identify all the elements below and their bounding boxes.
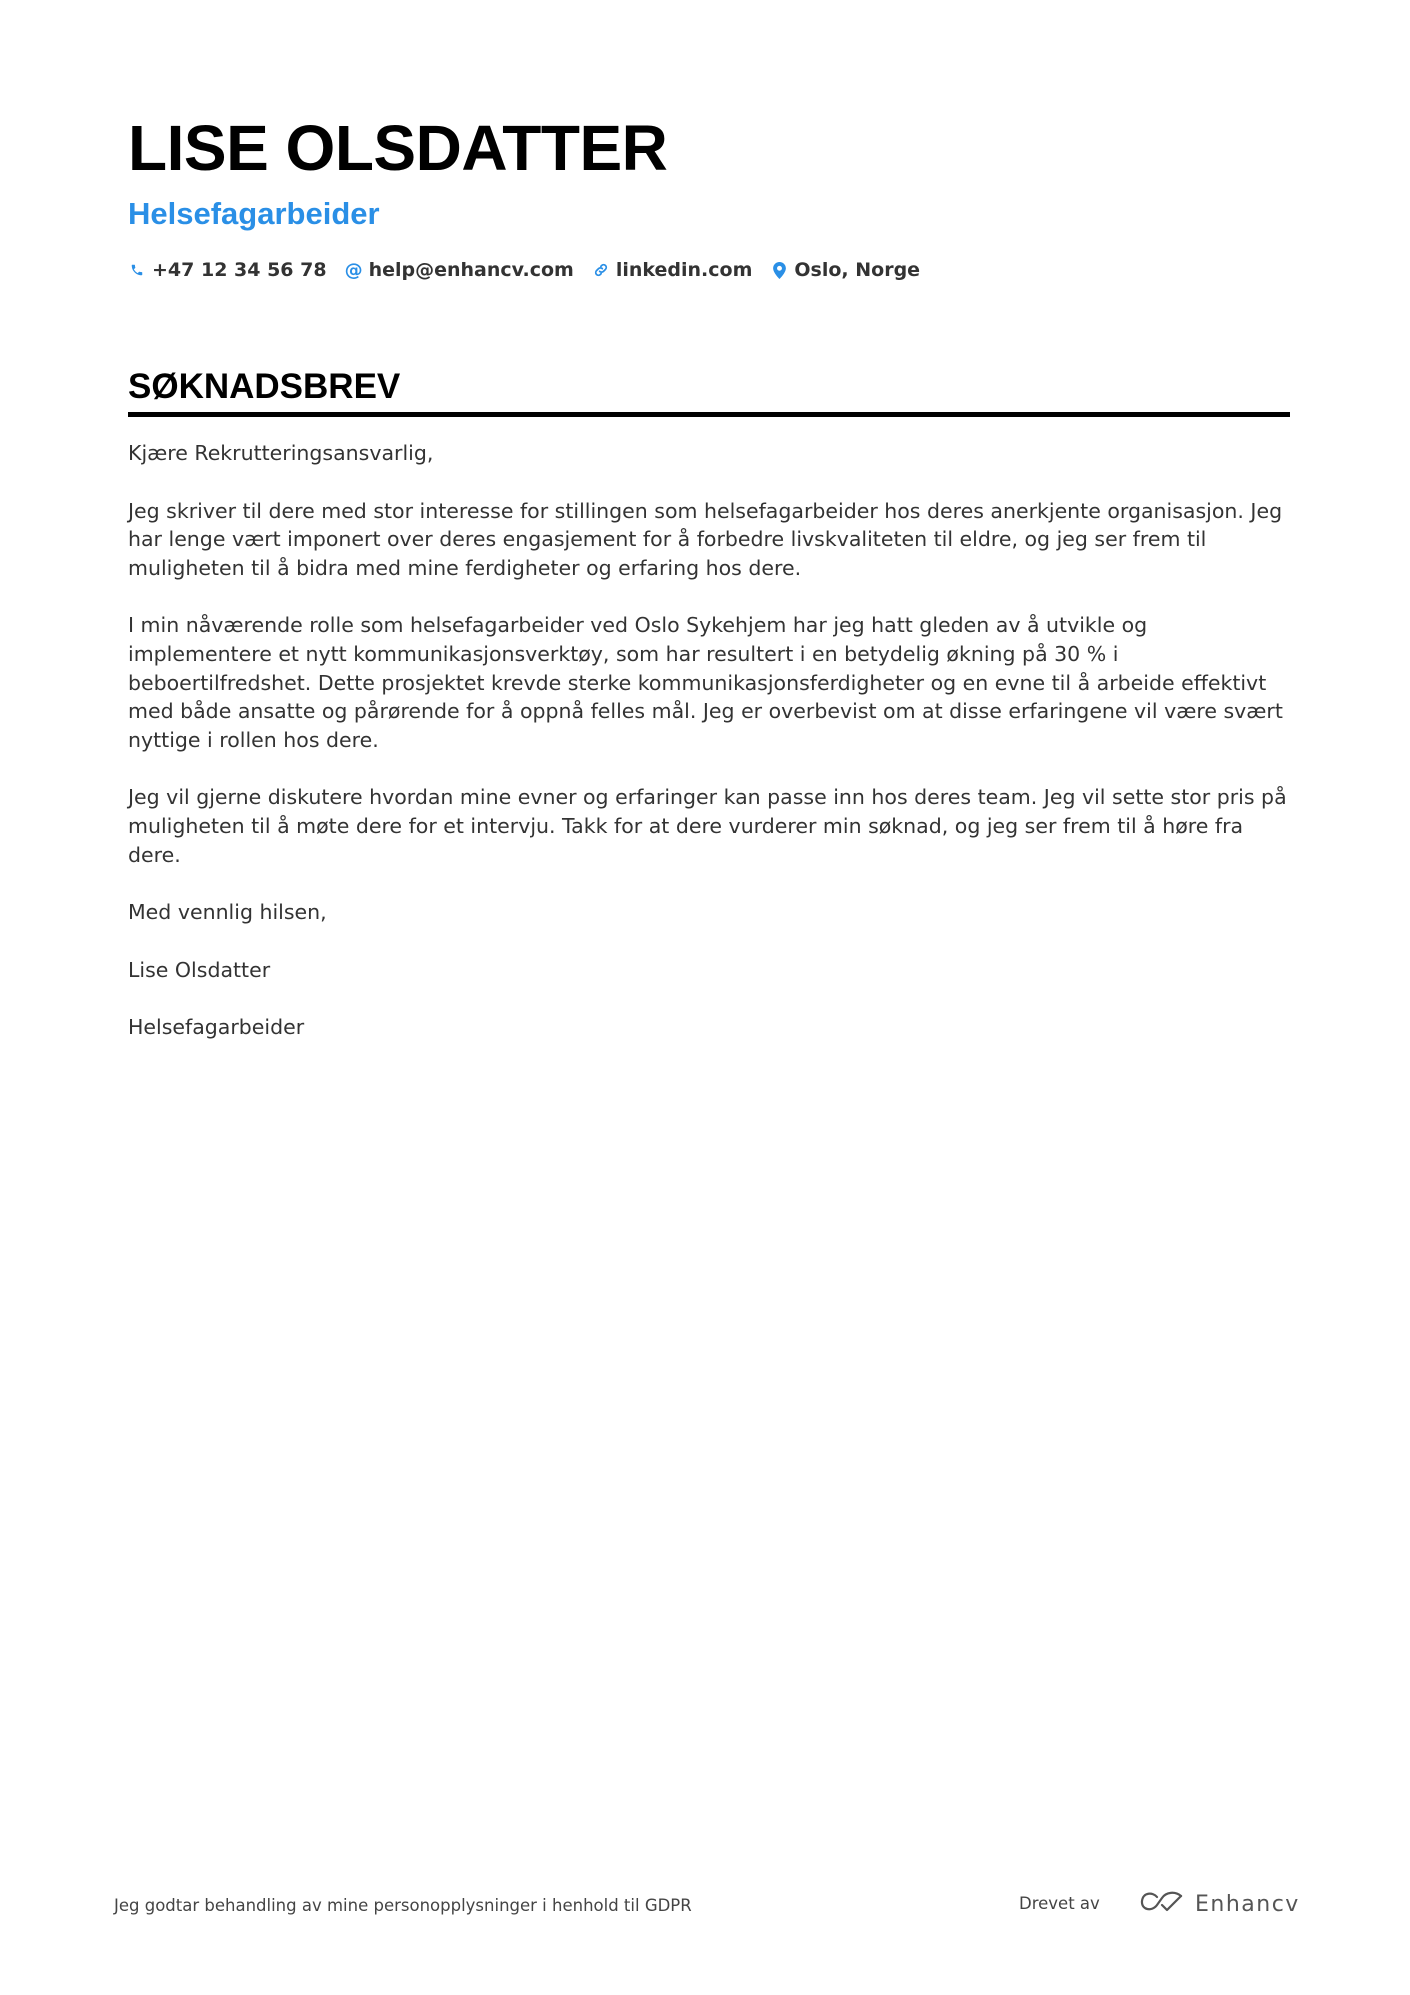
contact-linkedin-text[interactable]: linkedin.com <box>615 259 753 281</box>
contact-email-text[interactable]: help@enhancv.com <box>368 259 574 281</box>
contact-location <box>770 259 920 281</box>
letter-greeting: Kjære Rekrutteringsansvarlig, <box>128 441 434 465</box>
signature-title: Helsefagarbeider <box>128 1015 305 1040</box>
enhancv-brand[interactable] <box>1139 1888 1300 1920</box>
cover-letter-section <box>128 364 1290 1071</box>
location-pin-icon <box>770 259 788 281</box>
enhancv-wordmark: Enhancv <box>1195 1891 1300 1917</box>
contact-email[interactable] <box>345 259 574 281</box>
letter-closing: Med vennlig hilsen, <box>128 900 327 925</box>
letter-paragraph-3: Jeg vil gjerne diskutere hvordan mine evner og erfaringer kan passe inn hos deres team. Jeg vil sette stor pris på muligheten til å møte dere for et intervju. Takk for at dere vurderer min søknad, og jeg ser frem til å høre fra dere. <box>128 785 1287 867</box>
signature-name: Lise Olsdatter <box>128 957 271 982</box>
header <box>128 108 1288 286</box>
footer <box>114 1888 1300 1924</box>
contact-linkedin[interactable] <box>592 259 753 281</box>
gdpr-consent-text: Jeg godtar behandling av mine personopplysninger i henhold til GDPR <box>114 1896 692 1915</box>
applicant-name: LISE OLSDATTER <box>128 112 668 184</box>
phone-icon <box>128 259 146 281</box>
letter-body <box>128 439 1290 1042</box>
letter-paragraph-2: I min nåværende rolle som helsefagarbeider ved Oslo Sykehjem har jeg hatt gleden av å utvikle og implementere et nytt kommunikasjonsverktøy, som har resultert i en betydelig økning på 30 % i beboertilfredshet. Dette prosjektet krevde sterke kommunikasjonsferdigheter og en evne til å arbeide effektivt med både ansatte og pårørende for å oppnå felles mål. Jeg er overbevist om at disse erfaringene vil være svært nyttige i rollen hos dere. <box>128 613 1283 752</box>
contact-bar <box>128 254 1288 286</box>
job-title: Helsefagarbeider <box>128 196 380 231</box>
link-icon <box>592 259 610 281</box>
powered-by-label: Drevet av <box>1019 1894 1100 1913</box>
enhancv-logo-icon <box>1139 1889 1185 1919</box>
at-icon: @ <box>344 259 363 281</box>
section-title: SØKNADSBREV <box>128 367 401 406</box>
contact-phone <box>128 259 327 281</box>
contact-phone-text: +47 12 34 56 78 <box>152 259 327 281</box>
section-divider <box>128 412 1290 417</box>
letter-paragraph-1: Jeg skriver til dere med stor interesse for stillingen som helsefagarbeider hos deres anerkjente organisasjon. Jeg har lenge vært imponert over deres engasjement for å forbedre livskvaliteten til eldre, og jeg ser frem til muligheten til å bidra med mine ferdigheter og erfaring hos dere. <box>128 498 1283 580</box>
contact-location-text: Oslo, Norge <box>794 259 921 281</box>
